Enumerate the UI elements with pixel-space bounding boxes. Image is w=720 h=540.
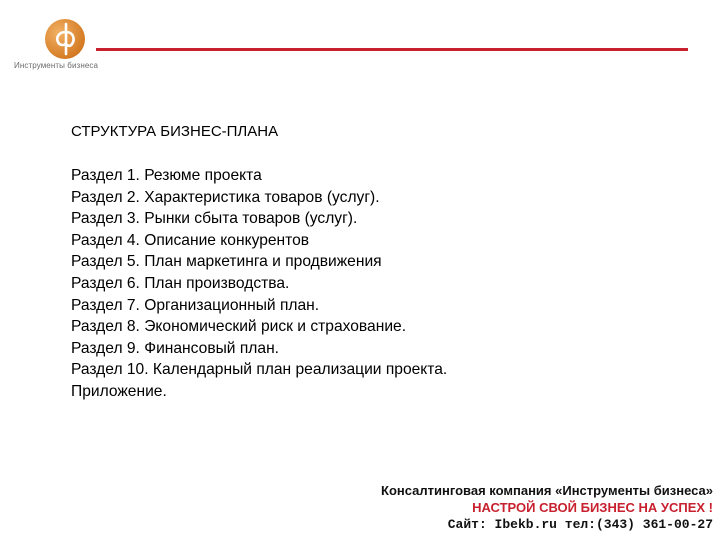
section-item: Раздел 2. Характеристика товаров (услуг).: [71, 188, 380, 206]
document-body: [71, 122, 691, 403]
section-item: Раздел 4. Описание конкурентов: [71, 231, 310, 249]
section-item: Раздел 10. Календарный план реализации проекта.: [71, 361, 448, 379]
section-item: Раздел 9. Финансовый план.: [71, 339, 280, 357]
footer: [381, 482, 713, 533]
section-item: Приложение.: [71, 382, 167, 400]
section-item: Раздел 7. Организационный план.: [71, 296, 320, 314]
section-item: Раздел 5. План маркетинга и продвижения: [71, 253, 382, 271]
section-item: Раздел 6. План производства.: [71, 274, 290, 292]
section-item: Раздел 8. Экономический риск и страхование.: [71, 318, 407, 336]
footer-company: Консалтинговая компания «Инструменты бизнеса»: [381, 483, 713, 498]
header-divider: [96, 48, 688, 51]
footer-contacts: Сайт: Ibekb.ru тел:(343) 361-00-27: [447, 517, 713, 532]
logo-mark-icon: [44, 18, 86, 60]
page-title: СТРУКТУРА БИЗНЕС-ПЛАНА: [71, 123, 279, 140]
section-item: Раздел 3. Рынки сбыта товаров (услуг).: [71, 210, 358, 228]
company-logo: [14, 18, 124, 72]
section-item: Раздел 1. Резюме проекта: [71, 167, 262, 184]
footer-slogan: НАСТРОЙ СВОЙ БИЗНЕС НА УСПЕХ !: [472, 500, 713, 515]
sections-list: [71, 165, 691, 403]
logo-text: Инструменты бизнеса: [14, 61, 99, 70]
